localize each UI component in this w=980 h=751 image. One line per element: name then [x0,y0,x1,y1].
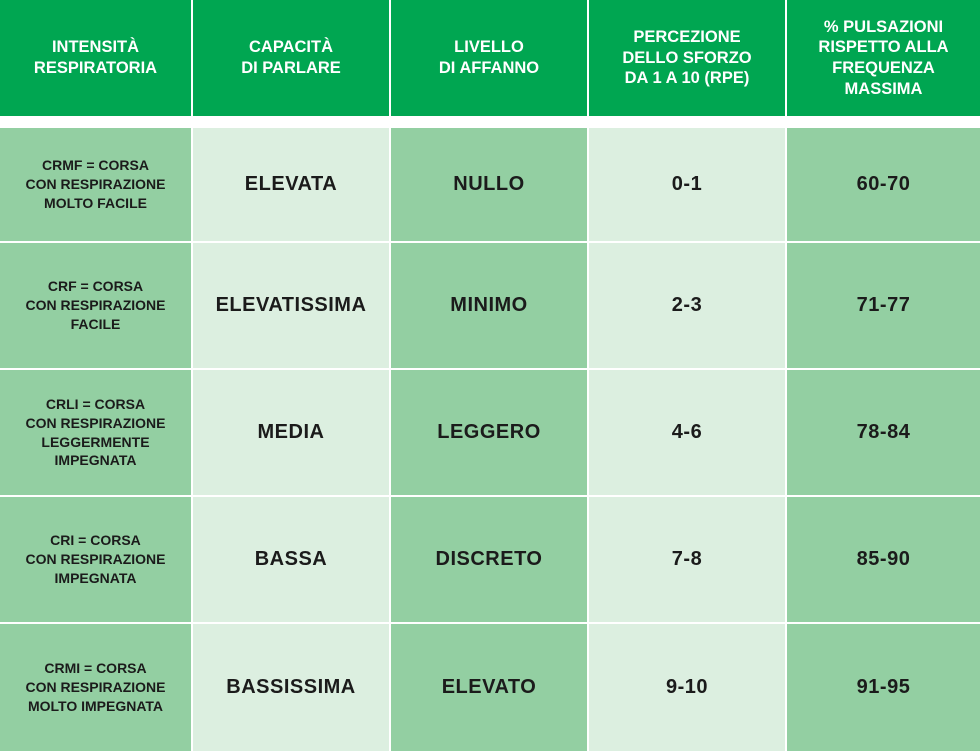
row-2-heart-rate: 71-77 [787,243,980,370]
row-4-heart-rate: 85-90 [787,497,980,624]
header-livello-di-affanno: LIVELLO DI AFFANNO [391,0,589,116]
header-percezione-sforzo: PERCEZIONE DELLO SFORZO DA 1 A 10 (RPE) [589,0,787,116]
row-4-breathlessness: DISCRETO [391,497,589,624]
row-3-speaking: MEDIA [193,370,391,497]
row-2-rpe: 2-3 [589,243,787,370]
row-5-rpe: 9-10 [589,624,787,751]
header-intensita-respiratoria: INTENSITÀ RESPIRATORIA [0,0,193,116]
row-3-heart-rate: 78-84 [787,370,980,497]
row-1-rpe: 0-1 [589,116,787,243]
row-2-breathlessness: MINIMO [391,243,589,370]
row-4-intensity: CRI = CORSA CON RESPIRAZIONE IMPEGNATA [0,497,193,624]
row-2-intensity: CRF = CORSA CON RESPIRAZIONE FACILE [0,243,193,370]
row-5-breathlessness: ELEVATO [391,624,589,751]
row-5-heart-rate: 91-95 [787,624,980,751]
row-1-speaking: ELEVATA [193,116,391,243]
row-3-intensity: CRLI = CORSA CON RESPIRAZIONE LEGGERMENTE IMPEGNATA [0,370,193,497]
row-4-rpe: 7-8 [589,497,787,624]
row-2-speaking: ELEVATISSIMA [193,243,391,370]
header-pulsazioni: % PULSAZIONI RISPETTO ALLA FREQUENZA MASSIMA [787,0,980,116]
header-capacita-di-parlare: CAPACITÀ DI PARLARE [193,0,391,116]
row-1-breathlessness: NULLO [391,116,589,243]
row-3-breathlessness: LEGGERO [391,370,589,497]
row-1-intensity: CRMF = CORSA CON RESPIRAZIONE MOLTO FACILE [0,116,193,243]
row-5-speaking: BASSISSIMA [193,624,391,751]
row-4-speaking: BASSA [193,497,391,624]
row-3-rpe: 4-6 [589,370,787,497]
row-1-heart-rate: 60-70 [787,116,980,243]
row-5-intensity: CRMI = CORSA CON RESPIRAZIONE MOLTO IMPEGNATA [0,624,193,751]
